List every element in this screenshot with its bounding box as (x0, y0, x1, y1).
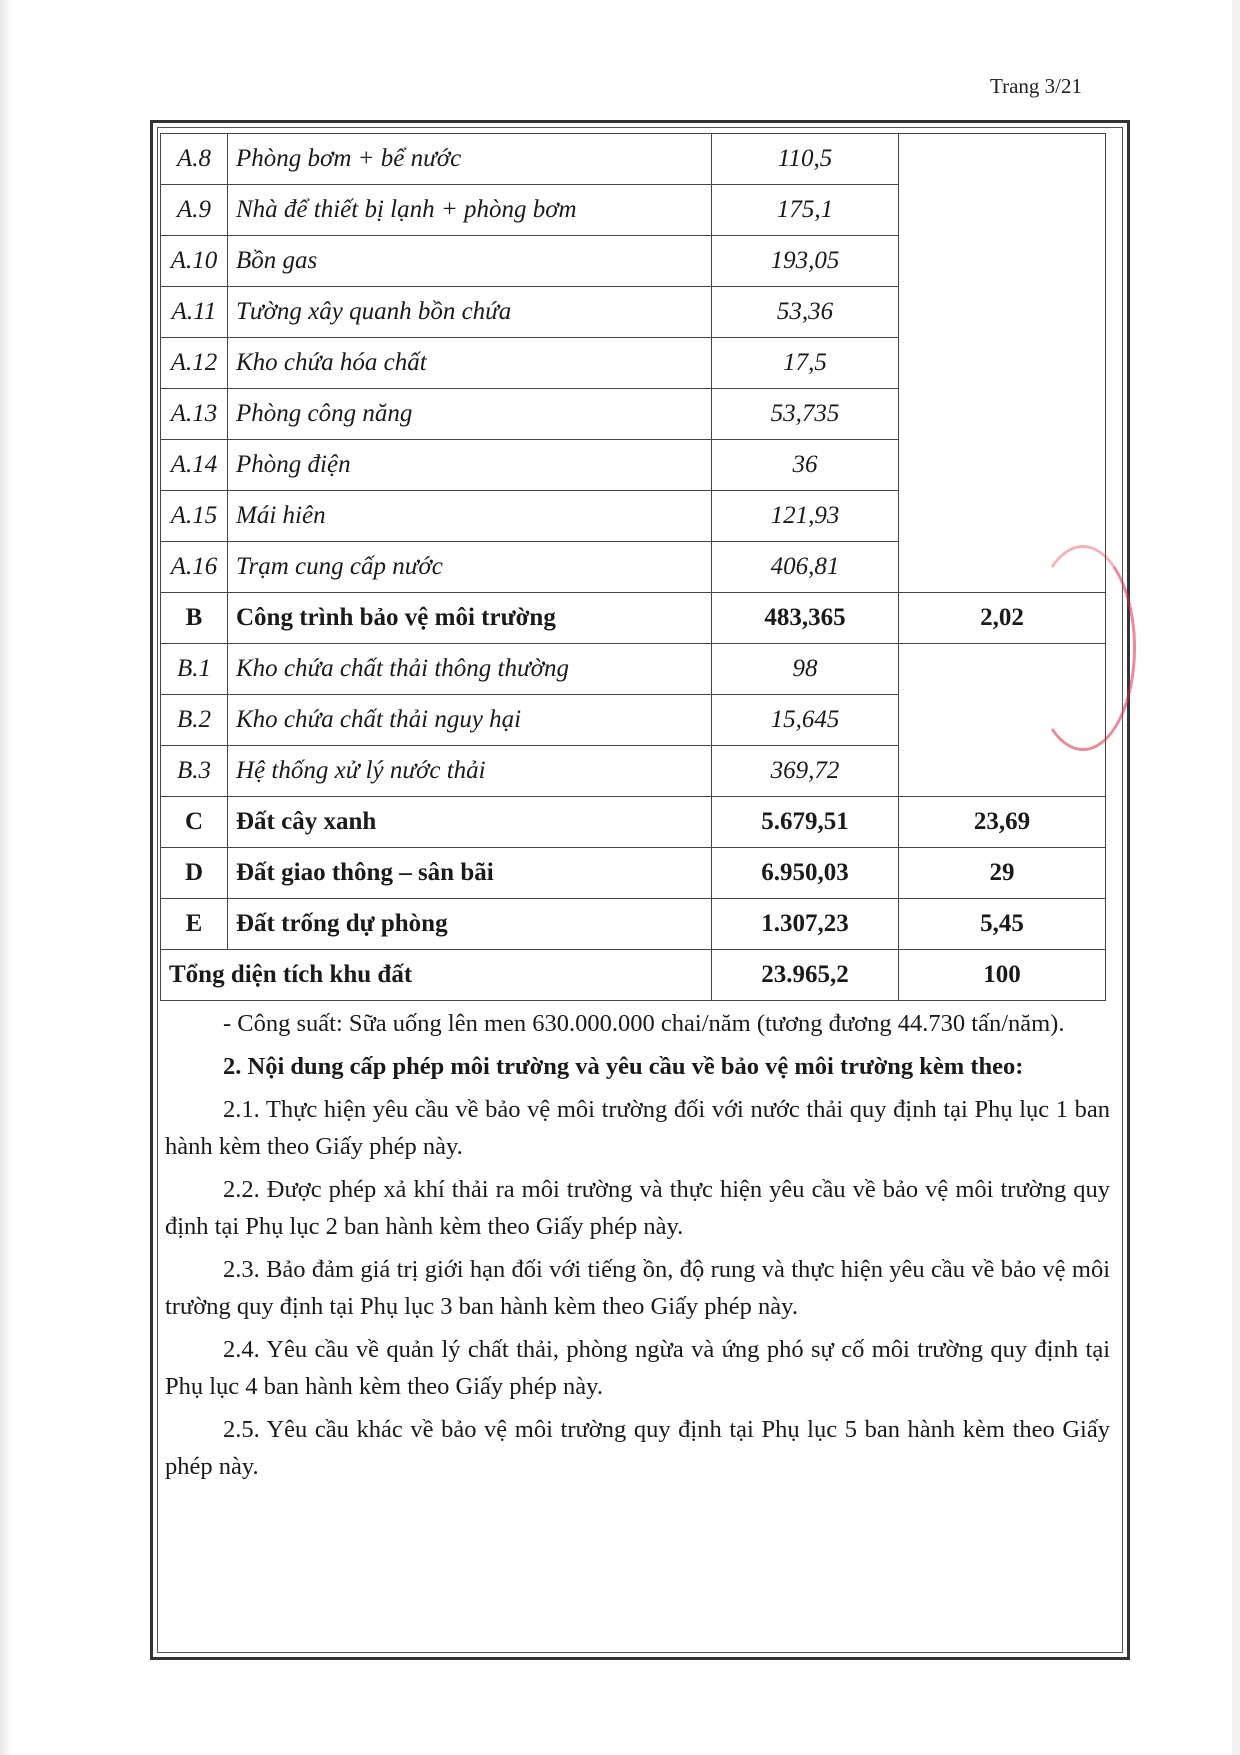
row-area: 98 (712, 644, 899, 695)
table-row (161, 848, 1106, 899)
item-2-1: 2.1. Thực hiện yêu cầu về bảo vệ môi trường đối với nước thải quy định tại Phụ lục 1 ban hành kèm theo Giấy phép này. (165, 1096, 1110, 1160)
table-row (161, 491, 1106, 542)
row-area: 483,365 (712, 593, 899, 644)
row-percent (899, 491, 1106, 542)
capacity-paragraph: - Công suất: Sữa uống lên men 630.000.000 chai/năm (tương đương 44.730 tấn/năm). (223, 1010, 1065, 1037)
row-name: Phòng điện (228, 440, 712, 491)
row-area: 121,93 (712, 491, 899, 542)
row-code: A.13 (161, 389, 228, 440)
section-heading: 2. Nội dung cấp phép môi trường và yêu cầu về bảo vệ môi trường kèm theo: (223, 1053, 1024, 1080)
row-percent: 29 (899, 848, 1106, 899)
row-area: 53,735 (712, 389, 899, 440)
row-area: 175,1 (712, 185, 899, 236)
row-code: C (161, 797, 228, 848)
table-row (161, 899, 1106, 950)
row-name: Kho chứa hóa chất (228, 338, 712, 389)
row-code: B (161, 593, 228, 644)
row-area: 110,5 (712, 134, 899, 185)
table-row (161, 593, 1106, 644)
row-code: A.11 (161, 287, 228, 338)
row-percent (899, 134, 1106, 185)
row-name: Mái hiên (228, 491, 712, 542)
table-row (161, 287, 1106, 338)
row-area: 15,645 (712, 695, 899, 746)
table-row (161, 134, 1106, 185)
row-code: A.8 (161, 134, 228, 185)
row-percent (899, 236, 1106, 287)
row-code: A.12 (161, 338, 228, 389)
row-percent (899, 440, 1106, 491)
row-percent: 23,69 (899, 797, 1106, 848)
total-area: 23.965,2 (712, 950, 899, 1001)
item-2-3: 2.3. Bảo đảm giá trị giới hạn đối với tiếng ồn, độ rung và thực hiện yêu cầu về bảo vệ môi trường quy định tại Phụ lục 3 ban hành kèm theo Giấy phép này. (165, 1256, 1110, 1320)
table-row (161, 389, 1106, 440)
table-total-row (161, 950, 1106, 1001)
row-area: 369,72 (712, 746, 899, 797)
table-row (161, 440, 1106, 491)
row-name: Tường xây quanh bồn chứa (228, 287, 712, 338)
total-label: Tổng diện tích khu đất (161, 950, 712, 1001)
row-code: A.14 (161, 440, 228, 491)
row-name: Trạm cung cấp nước (228, 542, 712, 593)
row-area: 1.307,23 (712, 899, 899, 950)
row-name: Phòng công năng (228, 389, 712, 440)
item-2-4: 2.4. Yêu cầu về quản lý chất thải, phòng ngừa và ứng phó sự cố môi trường quy định tại Phụ lục 4 ban hành kèm theo Giấy phép này. (165, 1336, 1110, 1400)
table-row (161, 236, 1106, 287)
row-area: 6.950,03 (712, 848, 899, 899)
row-name: Công trình bảo vệ môi trường (228, 593, 712, 644)
table-row (161, 338, 1106, 389)
row-code: B.1 (161, 644, 228, 695)
row-area: 17,5 (712, 338, 899, 389)
scan-right-edge (1232, 0, 1240, 1755)
table-row (161, 797, 1106, 848)
row-area: 36 (712, 440, 899, 491)
row-area: 193,05 (712, 236, 899, 287)
row-percent (899, 389, 1106, 440)
table-row (161, 695, 1106, 746)
row-area: 406,81 (712, 542, 899, 593)
total-percent: 100 (899, 950, 1106, 1001)
row-area: 53,36 (712, 287, 899, 338)
row-percent (899, 746, 1106, 797)
row-name: Nhà để thiết bị lạnh + phòng bơm (228, 185, 712, 236)
row-code: B.2 (161, 695, 228, 746)
row-code: A.15 (161, 491, 228, 542)
land-use-table (160, 133, 1106, 1001)
land-use-table-body (161, 134, 1106, 1001)
table-row (161, 185, 1106, 236)
row-name: Đất trống dự phòng (228, 899, 712, 950)
row-percent (899, 287, 1106, 338)
row-code: A.10 (161, 236, 228, 287)
row-percent: 5,45 (899, 899, 1106, 950)
row-area: 5.679,51 (712, 797, 899, 848)
table-row (161, 644, 1106, 695)
row-name: Kho chứa chất thải thông thường (228, 644, 712, 695)
item-2-2: 2.2. Được phép xả khí thải ra môi trường và thực hiện yêu cầu về bảo vệ môi trường quy định tại Phụ lục 2 ban hành kèm theo Giấy phép này. (165, 1176, 1110, 1240)
row-percent (899, 338, 1106, 389)
scan-left-edge (0, 0, 12, 1755)
row-code: A.9 (161, 185, 228, 236)
item-2-5: 2.5. Yêu cầu khác về bảo vệ môi trường quy định tại Phụ lục 5 ban hành kèm theo Giấy phép này. (165, 1416, 1110, 1480)
row-code: B.3 (161, 746, 228, 797)
row-code: D (161, 848, 228, 899)
row-name: Đất cây xanh (228, 797, 712, 848)
row-name: Hệ thống xử lý nước thải (228, 746, 712, 797)
row-code: E (161, 899, 228, 950)
row-percent: 2,02 (899, 593, 1106, 644)
red-seal-stamp (1030, 545, 1136, 751)
row-percent (899, 185, 1106, 236)
row-name: Bồn gas (228, 236, 712, 287)
document-body (165, 1005, 1110, 1491)
table-row (161, 746, 1106, 797)
page-number: Trang 3/21 (990, 74, 1082, 98)
row-name: Đất giao thông – sân bãi (228, 848, 712, 899)
row-code: A.16 (161, 542, 228, 593)
row-name: Kho chứa chất thải nguy hại (228, 695, 712, 746)
table-row (161, 542, 1106, 593)
row-name: Phòng bơm + bể nước (228, 134, 712, 185)
